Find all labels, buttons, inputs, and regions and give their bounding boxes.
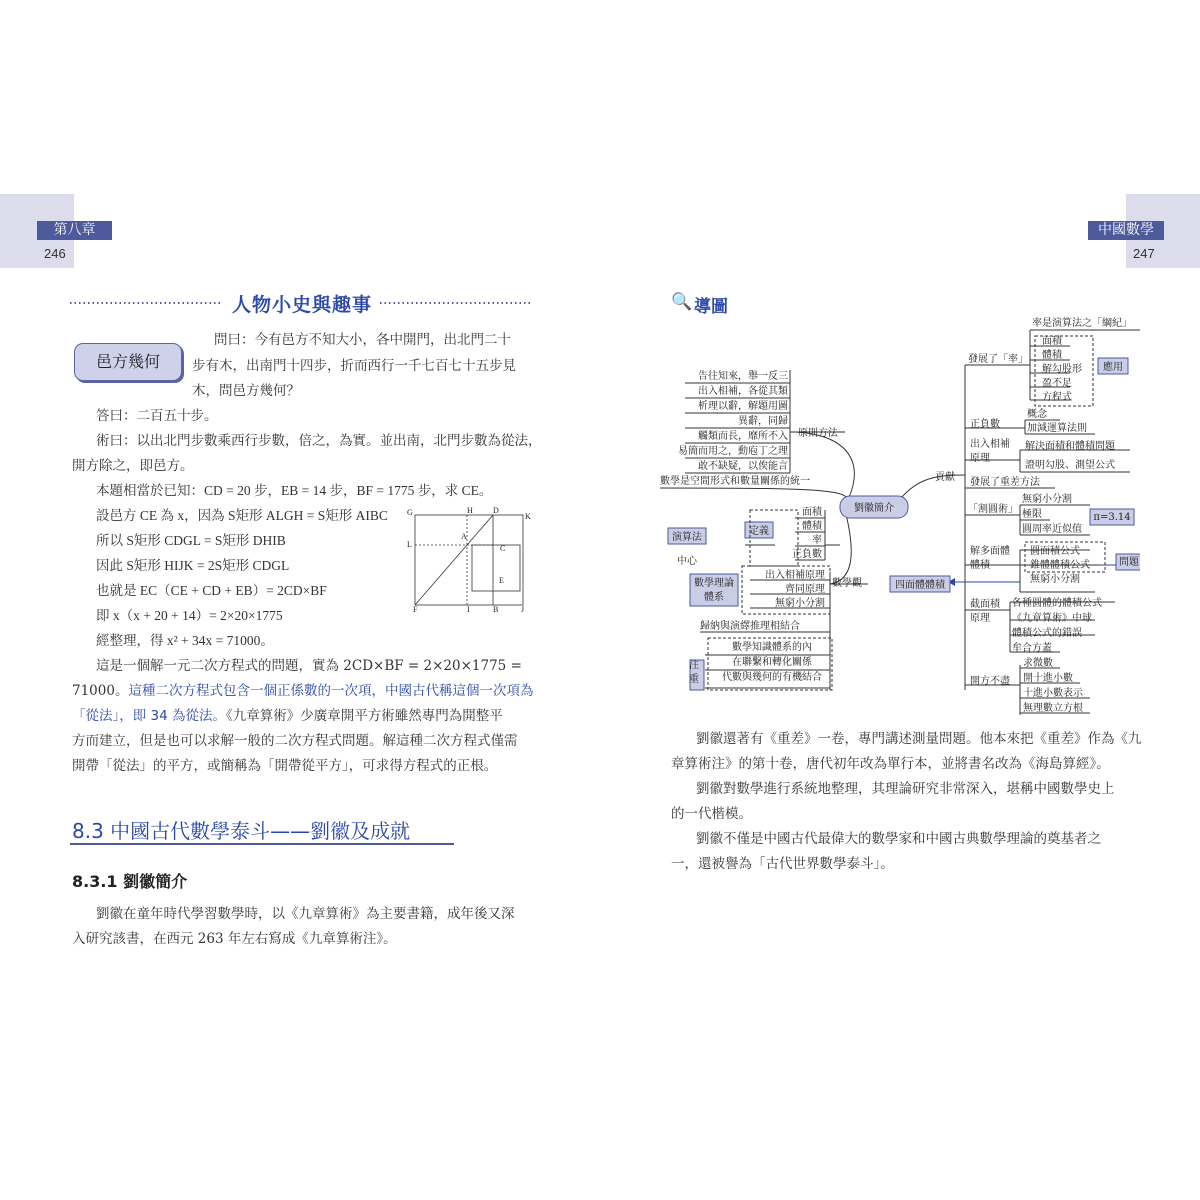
mindmap-definition-item: 面積	[802, 507, 822, 518]
paragraph-line-2	[72, 683, 533, 699]
left-page-number: 246	[44, 246, 66, 261]
geometry-point-label: F	[413, 605, 418, 612]
mindmap-principle-item: 敢不缺疑，以俟能言	[698, 461, 788, 472]
mindmap-rate-item: 解勾股形	[1042, 364, 1082, 375]
mindmap-solve-item: 錐體體積公式	[1030, 560, 1090, 571]
answer-line: 答曰：二百五十步。	[96, 408, 218, 424]
mindmap-solve-label: 體積	[970, 560, 990, 571]
mindmap-rate-item: 體積	[1042, 350, 1062, 361]
mindmap-neg-item: 加減運算法則	[1027, 423, 1087, 434]
mindmap-solve-item: 圓面積公式	[1030, 546, 1080, 557]
mindmap-center: 劉徽簡介	[854, 503, 894, 514]
paragraph-line-3	[72, 708, 503, 724]
geometry-point-label: A	[461, 532, 467, 541]
mindmap-inout-label: 出入相補	[970, 439, 1010, 450]
paragraph-line-5: 開帶「從法」的平方，或簡稱為「開帶從平方」，可求得方程式的正根。	[72, 758, 498, 774]
mindmap-tetra: 四面體體積	[895, 580, 945, 591]
mindmap-theory-label: 數學理論	[694, 578, 734, 589]
geometry-point-label: D	[493, 507, 499, 515]
geometry-point-label: B	[493, 605, 499, 612]
mindmap-contribution: 貢獻	[935, 472, 955, 483]
mindmap-focus-item: 在聯繫和轉化關係	[732, 657, 812, 668]
mindmap-solve-label: 解多面體	[970, 546, 1010, 557]
guide-title: 導圖	[694, 297, 728, 317]
mindmap-section-item: 體積公式的錯誤	[1012, 628, 1082, 639]
geometry-point-label: J	[521, 605, 525, 612]
mindmap-section-label: 原理	[970, 613, 990, 624]
mindmap-solve-item: 無窮小分割	[1030, 574, 1080, 585]
mindmap-theory-label: 體系	[704, 592, 724, 603]
mindmap-chongcha: 發展了重差方法	[970, 477, 1040, 488]
intro-line-2: 入研究該書，在西元 263 年左右寫成《九章算術注》。	[72, 931, 397, 947]
mindmap-inout-label: 原理	[970, 453, 990, 464]
mindmap-rate-item: 面積	[1042, 336, 1062, 347]
left-chapter-label: 第八章	[37, 221, 112, 240]
mindmap-gecircle-item: 無窮小分割	[1022, 494, 1072, 505]
mindmap-principle-item: 析理以辭，解題用圖	[698, 401, 788, 412]
mindmap-gecircle-label: 「割圓術」	[968, 504, 1018, 515]
mindmap-root-item: 開十進小數	[1023, 673, 1073, 684]
paragraph-line-4: 方而建立，但是也可以求解一般的二次方程式問題。解這種二次方程式僅需	[72, 733, 518, 749]
mindmap-rate-title: 率是演算法之「綱紀」	[1032, 318, 1132, 329]
equation-2: 所以 S矩形 CDGL = S矩形 DHIB	[96, 533, 286, 548]
mindmap-principle-item: 出入相補，各從其類	[698, 386, 788, 397]
paragraph-highlight-2: 「從法」，即 34 為從法。	[72, 708, 227, 724]
right-para-line-1: 劉徽還著有《重差》一卷，專門講述測量問題。他本來把《重差》作為《九	[696, 731, 1142, 747]
mindmap-section-label: 截面積	[970, 599, 1000, 610]
geometry-point-label: C	[500, 544, 506, 553]
mindmap-section-item: 牟合方蓋	[1012, 643, 1052, 654]
mindmap-neg-item: 概念	[1027, 409, 1047, 420]
mindmap-root-label: 開方不盡	[970, 676, 1010, 687]
right-page-number: 247	[1133, 246, 1155, 261]
mindmap-neg-label: 正負數	[970, 419, 1000, 430]
mind-map	[650, 310, 1140, 720]
magnifier-icon: 🔍	[671, 292, 693, 312]
question-line-2: 步有木，出南門十四步，折而西行一千七百七十五步見	[192, 358, 516, 374]
given-line: 本題相當於已知：CD = 20 步，EB = 14 步，BF = 1775 步，求 CE。	[96, 483, 493, 498]
mindmap-inout-item: 證明勾股、測望公式	[1025, 460, 1115, 471]
mindmap-principle-item: 告往知來，舉一反三	[698, 371, 788, 382]
mindmap-theory-item: 出入相補原理	[765, 570, 825, 581]
question-line-3: 木，問邑方幾何？	[192, 383, 300, 399]
mindmap-principle-label: 原則方法	[798, 428, 838, 439]
mindmap-principle-item: 異辭，同歸	[738, 416, 788, 427]
paragraph-line-2a: 71000。	[72, 683, 129, 699]
mindmap-principle-item: 易簡而用之，動庖丁之理	[678, 446, 788, 457]
paragraph-line-3b: 《九章算術》少廣章開平方術雖然專門為開整平	[226, 708, 503, 724]
geometry-figure	[405, 507, 535, 612]
mindmap-section-item: 各種圓體的體積公式	[1012, 598, 1102, 609]
mindmap-center-label: 中心	[677, 556, 697, 567]
equation-5: 即 x（x + 20 + 14）= 2×20×1775	[96, 608, 283, 623]
section-banner-title: 人物小史與趣事	[231, 294, 372, 316]
mindmap-gecircle-item: 極限	[1022, 509, 1042, 520]
mindmap-definition-item: 體積	[802, 521, 822, 532]
mindmap-induction: 歸納與演繹推理相結合	[700, 621, 800, 632]
mindmap-algorithm-label: 演算法	[672, 532, 702, 543]
mindmap-rate-item: 方程式	[1042, 392, 1072, 403]
mindmap-theory-item: 齊同原理	[785, 584, 825, 595]
mindmap-theory-item: 無窮小分割	[775, 598, 825, 609]
geometry-point-label: H	[467, 507, 473, 515]
mindmap-focus-label: 重	[689, 674, 699, 685]
paragraph-highlight-1: 這種二次方程式包含一個正係數的一次項，中國古代稱這個一次項為	[128, 683, 534, 699]
mindmap-focus-item: 數學知識體系的內	[732, 642, 812, 653]
geometry-point-label: E	[499, 576, 504, 585]
mindmap-pi: π=3.14	[1093, 512, 1131, 523]
right-para-line-2: 章算術注》的第十卷，唐代初年改為單行本，並將書名改為《海島算經》。	[671, 756, 1110, 772]
right-para-line-3: 劉徽對數學進行系統地整理，其理論研究非常深入，堪稱中國數學史上	[696, 781, 1115, 797]
paragraph-line-1: 這是一個解一元二次方程式的問題，實為 2CD×BF = 2×20×1775 =	[96, 658, 522, 674]
equation-4: 也就是 EC（CE + CD + EB）= 2CD×BF	[96, 583, 327, 598]
geometry-point-label: L	[407, 540, 412, 549]
intro-line-1: 劉徽在童年時代學習數學時，以《九章算術》為主要書籍，成年後又深	[96, 906, 515, 922]
mindmap-definition-item: 正負數	[792, 549, 822, 560]
mindmap-root-item: 求微數	[1023, 658, 1053, 669]
method-line-1: 術曰：以出北門步數乘西行步數，倍之，為實。並出南，北門步數為從法，	[96, 433, 542, 449]
section-heading: 8.3 中國古代數學泰斗——劉徽及成就	[72, 819, 411, 843]
mindmap-rate-item: 盈不足	[1042, 378, 1072, 389]
right-para-line-4: 的一代楷模。	[671, 806, 752, 822]
mindmap-gecircle-item: 圓周率近似值	[1022, 524, 1082, 535]
equation-1: 設邑方 CE 為 x，因為 S矩形 ALGH = S矩形 AIBC	[96, 508, 388, 523]
right-chapter-label: 中國數學	[1088, 221, 1164, 240]
right-para-line-6: 一，還被譽為「古代世界數學泰斗」。	[671, 856, 894, 872]
mindmap-root-item: 十進小數表示	[1023, 688, 1083, 699]
mindmap-math-view: 數學觀	[832, 578, 862, 589]
section-heading-rule	[70, 843, 454, 845]
mindmap-rate-label: 發展了「率」	[968, 354, 1028, 365]
mindmap-problem: 問題	[1119, 557, 1139, 568]
mindmap-root-item: 無理數立方根	[1023, 703, 1083, 714]
mindmap-unity-label: 數學是空間形式和數量關係的統一	[660, 476, 810, 487]
geometry-point-label: G	[407, 508, 413, 517]
mindmap-focus-label: 注	[689, 660, 699, 671]
mindmap-definitions-label: 定義	[749, 526, 769, 537]
right-para-line-5: 劉徽不僅是中國古代最偉大的數學家和中國古典數學理論的奠基者之	[696, 831, 1101, 847]
mindmap-inout-item: 解決面積和體積問題	[1025, 441, 1115, 452]
geometry-point-label: K	[525, 512, 531, 521]
equation-6: 經整理，得 x² + 34x = 71000。	[96, 633, 274, 648]
equation-3: 因此 S矩形 HIJK = 2S矩形 CDGL	[96, 558, 290, 573]
geometry-point-label: I	[467, 605, 470, 612]
mindmap-principle-item: 觸類而長，靡所不入	[698, 431, 788, 442]
method-line-2: 開方除之，即邑方。	[72, 458, 194, 474]
subsection-heading: 8.3.1 劉徽簡介	[72, 872, 188, 891]
mindmap-apply: 應用	[1103, 362, 1123, 373]
mindmap-focus-item: 代數與幾何的有機結合	[722, 672, 822, 683]
mindmap-section-item: 《九章算術》中球	[1012, 613, 1092, 624]
topic-badge: 邑方幾何	[74, 343, 182, 381]
mindmap-definition-item: 率	[812, 535, 822, 546]
question-line-1: 問曰：今有邑方不知大小，各中開門，出北門二十	[214, 332, 511, 348]
